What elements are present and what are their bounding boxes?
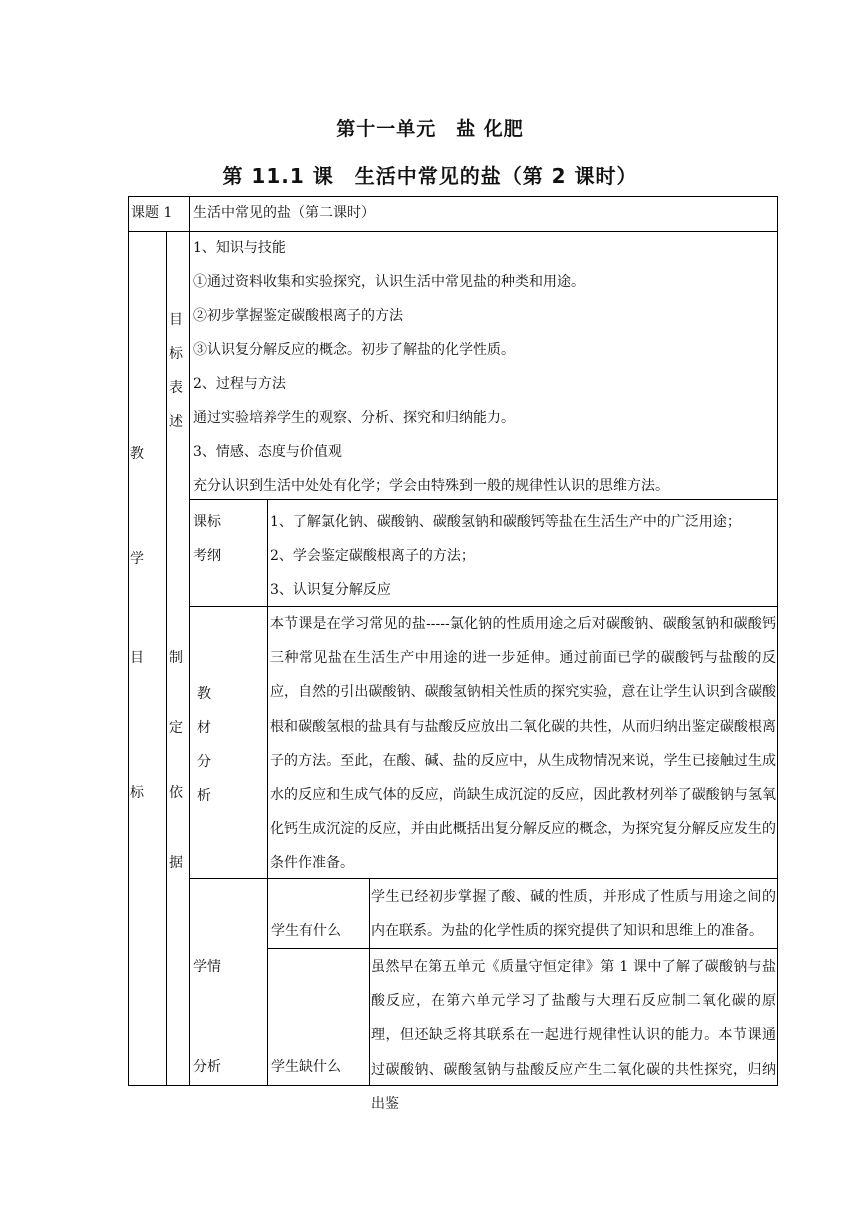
textbook-label-char: 析 [197, 788, 211, 804]
basis-char: 制 [169, 650, 183, 666]
goal-statement-char: 标 [169, 346, 183, 362]
goal-line: 2、过程与方法 [193, 376, 286, 392]
unit-title: 第十一单元 盐 化肥 [336, 118, 524, 140]
student-analysis-label: 分析 [193, 1059, 221, 1075]
teaching-goals-char: 标 [130, 785, 144, 801]
curriculum-item: 1、了解氯化钠、碳酸钠、碳酸氢钠和碳酸钙等盐在生活生产中的广泛用途； [270, 514, 741, 530]
basis-char: 据 [169, 855, 183, 871]
teaching-goals-char: 目 [130, 650, 144, 666]
goal-line: 充分认识到生活中处处有化学；学会由特殊到一般的规律性认识的思维方法。 [193, 478, 669, 494]
curriculum-item: 3、认识复分解反应 [270, 582, 391, 598]
basis-char: 依 [169, 785, 183, 801]
textbook-label-char: 教 [197, 686, 211, 702]
goal-line: 1、知识与技能 [193, 240, 286, 256]
curriculum-item: 2、学会鉴定碳酸根离子的方法； [270, 548, 475, 564]
basis-char: 定 [169, 720, 183, 736]
table-col-divider [267, 499, 268, 1086]
table-border-right [777, 196, 778, 1086]
goal-statement-char: 表 [169, 380, 183, 396]
topic-value: 生活中常见的盐（第二课时） [193, 205, 375, 221]
goal-line: ②初步掌握鉴定碳酸根离子的方法 [193, 308, 403, 324]
student-has-label: 学生有什么 [271, 923, 341, 939]
teaching-goals-char: 教 [130, 446, 144, 462]
textbook-analysis-text: 本节课是在学习常见的盐-----氯化钠的性质用途之后对碳酸钠、碳酸氢钠和碳酸钙三种常见盐在生活生产中用途的进一步延伸。通过前面已学的碳酸钙与盐酸的反应，自然的引出碳酸钠、碳酸氢钠相关性质的探究实验，意在让学生认识到含碳酸根和碳酸氢根的盐具有与盐酸反应放出二氧化碳的共性，从而归纳出鉴定碳酸根离子的方法。至此，在酸、碱、盐的反应中，从生成物情况来说，学生已接触过生成水的反应和生成气体的反应，尚缺生成沉淀的反应，因此教材列举了碳酸钠与氢氧化钙生成沉淀的反应，并由此概括出复分解反应的概念，为探究复分解反应发生的条件作准备。 [270, 616, 776, 872]
goal-statement-char: 目 [169, 312, 183, 328]
goal-line: ③认识复分解反应的概念。初步了解盐的化学性质。 [193, 342, 515, 358]
student-lacks-label: 学生缺什么 [271, 1059, 341, 1075]
lesson-title: 第 11.1 课 生活中常见的盐（第 2 课时） [222, 164, 638, 188]
curriculum-label: 考纲 [193, 548, 221, 564]
goal-statement-char: 述 [169, 414, 183, 430]
student-has-text: 学生已经初步掌握了酸、碱的性质，并形成了性质与用途之间的内在联系。为盐的化学性质的探究提供了知识和思维上的准备。 [371, 889, 776, 940]
student-analysis-label: 学情 [193, 959, 221, 975]
table-col-divider [189, 231, 190, 1086]
table-col-divider [189, 196, 190, 231]
textbook-label-char: 分 [197, 754, 211, 770]
teaching-goals-char: 学 [130, 551, 144, 567]
table-col-divider [369, 878, 370, 1086]
goal-line: ①通过资料收集和实验探究，认识生活中常见盐的种类和用途。 [193, 274, 585, 290]
student-lacks-text: 虽然早在第五单元《质量守恒定律》第 1 课中了解了碳酸钠与盐酸反应，在第六单元学习了盐酸与大理石反应制二氧化碳的原理，但还缺乏将其联系在一起进行规律性认识的能力。本节课通过碳酸钠、碳酸氢钠与盐酸反应产生二氧化碳的共性探究，归纳出鉴 [371, 959, 776, 1112]
goal-line: 3、情感、态度与价值观 [193, 444, 342, 460]
goal-line: 通过实验培养学生的观察、分析、探究和归纳能力。 [193, 410, 515, 426]
curriculum-label: 课标 [193, 514, 221, 530]
topic-label: 课题 1 [131, 205, 173, 221]
textbook-label-char: 材 [197, 720, 211, 736]
table-border-left [128, 196, 129, 1086]
